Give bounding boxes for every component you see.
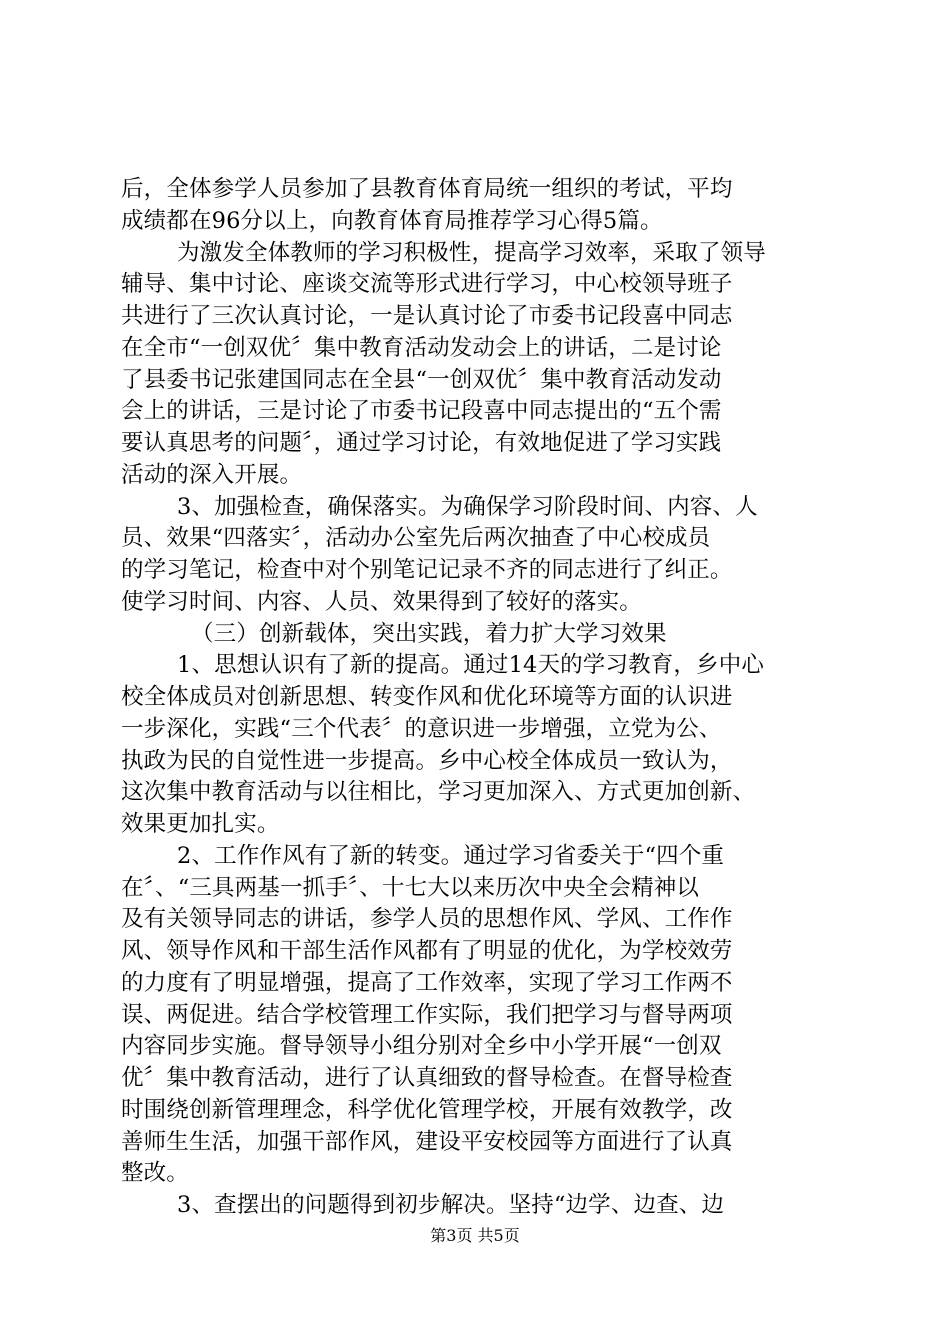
text-line: 要认真思考的问题〞，通过学习讨论，有效地促进了学习实践: [121, 430, 722, 456]
paragraph-start-line: 2、工作作风有了新的转变。通过学习省委关于“四个重: [177, 842, 725, 869]
text-line: 一步深化，实践“三个代表〞的意识进一步增强，立党为公、: [121, 715, 722, 742]
text-line: 优〞集中教育活动，进行了认真细致的督导检查。在督导检查: [121, 1065, 733, 1091]
paragraph-start-line: 为激发全体教师的学习积极性，提高学习效率，采取了领导: [177, 239, 766, 266]
text-line: 整改。: [121, 1160, 189, 1187]
text-line: 共进行了三次认真讨论，一是认真讨论了市委书记段喜中同志: [121, 303, 733, 329]
document-body: [121, 174, 829, 1222]
text-line: 的力度有了明显增强，提高了工作效率，实现了学习工作两不: [121, 969, 733, 996]
text-line: 活动的深入开展。: [121, 461, 303, 488]
text-line: 执政为民的自觉性进一步提高。乡中心校全体成员一致认为，: [121, 747, 733, 774]
text-line: 误、两促进。结合学校管理工作实际，我们把学习与督导两项: [121, 1001, 733, 1028]
text-line: 使学习时间、内容、人员、效果得到了较好的落实。: [121, 588, 642, 615]
text-line: 风、领导作风和干部生活作风都有了明显的优化，为学校效劳: [121, 938, 733, 964]
text-line: 辅导、集中讨论、座谈交流等形式进行学习，中心校领导班子: [121, 271, 733, 298]
text-line: 在全市“一创双优〞集中教育活动发动会上的讲话，二是讨论: [121, 334, 722, 361]
text-line: 的学习笔记，检查中对个别笔记记录不齐的同志进行了纠正。: [121, 557, 733, 583]
text-line: 员、效果“四落实〞，活动办公室先后两次抽查了中心校成员: [121, 525, 711, 552]
text-line: 及有关领导同志的讲话，参学人员的思想作风、学风、工作作: [121, 906, 733, 933]
text-line: 善师生生活，加强干部作风，建设平安校园等方面进行了认真: [121, 1128, 733, 1155]
text-line: 在〞、“三具两基一抓手〞、十七大以来历次中央全会精神以: [121, 874, 700, 901]
text-line: 会上的讲话，三是讨论了市委书记段喜中同志提出的“五个需: [121, 398, 722, 425]
text-line: 效果更加扎实。: [121, 811, 280, 837]
paragraph-start-line: 3、加强检查，确保落实。为确保学习阶段时间、内容、人: [177, 493, 758, 520]
paragraph-start-line: 3、查摆出的问题得到初步解决。坚持“边学、边查、边: [177, 1192, 725, 1218]
text-line: 后，全体参学人员参加了县教育体育局统一组织的考试，平均: [121, 176, 733, 202]
text-line: 时围绕创新管理理念，科学优化管理学校，开展有效教学，改: [121, 1096, 733, 1123]
page-number-footer: 第3页 共5页: [430, 1226, 520, 1245]
paragraph-start-line: 1、思想认识有了新的提高。通过14天的学习教育，乡中心: [177, 652, 764, 679]
text-line: 这次集中教育活动与以往相比，学习更加深入、方式更加创新、: [121, 779, 756, 806]
text-line: 校全体成员对创新思想、转变作风和优化环境等方面的认识进: [121, 684, 733, 710]
text-line: 了县委书记张建国同志在全县“一创双优〞集中教育活动发动: [121, 366, 722, 393]
text-line: 内容同步实施。督导领导小组分别对全乡中小学开展“一创双: [121, 1033, 722, 1060]
section-heading: （三）创新载体，突出实践，着力扩大学习效果: [191, 620, 667, 647]
text-line: 成绩都在96分以上，向教育体育局推荐学习心得5篇。: [121, 207, 663, 234]
